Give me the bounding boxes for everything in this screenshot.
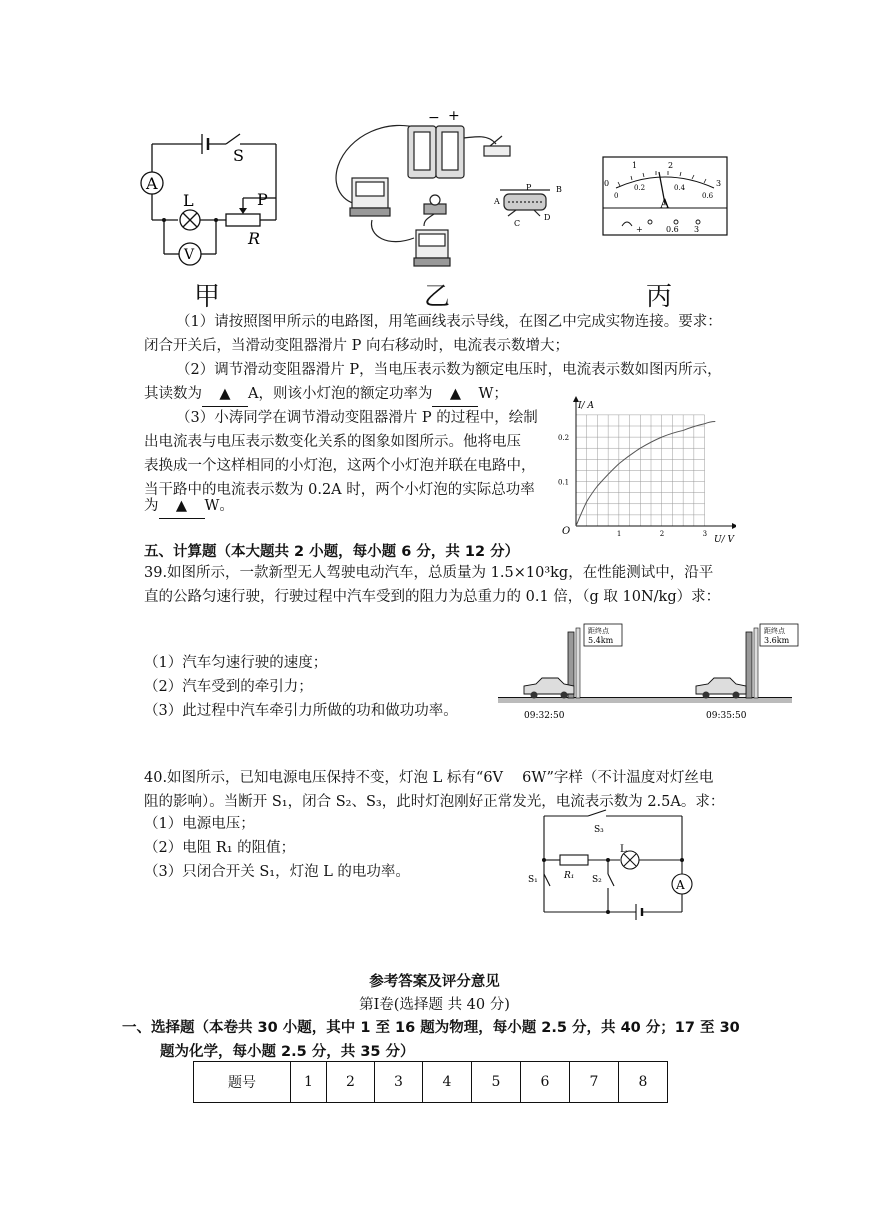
bing-scale-06: 0.6 [702,192,714,200]
bing-terminal-plus: + [636,225,643,234]
q40-r1-label: R₁ [564,871,575,881]
table-cell: 5 [472,1062,521,1103]
yi-rheostat-a: A [494,197,500,206]
q38-p2-line2 [144,382,508,407]
answer-title: 参考答案及评分意见 [369,974,500,990]
answer-subtitle: 第Ⅰ卷(选择题 共 40 分) [359,997,510,1013]
x-tick-label: 1 [616,530,622,538]
y-tick-label: 0.1 [558,478,570,487]
bing-scale-02: 0.2 [634,184,646,192]
chart-ylabel: I/ A [578,401,594,411]
figure-jia-circuit [136,128,286,273]
chart-ticks [558,434,707,538]
chart-grid [576,415,705,526]
q38-p3-line4: 当干路中的电流表示数为 0.2A 时，两个小灯泡的实际总功率 [144,482,535,498]
figure-yi-apparatus [328,106,578,276]
q38-blank-power[interactable]: ▲ [432,382,478,407]
table-cell: 6 [521,1062,570,1103]
q38-p2-b: A，则该小灯泡的额定功率为 [248,386,433,402]
table-cell: 2 [327,1062,375,1103]
yi-rheostat-b: B [556,185,562,194]
x-tick-label: 2 [659,530,665,538]
section5-heading: 五、计算题（本大题共 2 小题，每小题 6 分，共 12 分） [144,544,520,560]
q40-l-label: L [620,844,627,855]
x-axis-arrow [732,523,736,529]
jia-l-label: L [183,191,194,210]
figure-bing-ammeter [602,156,728,236]
bing-scale-3: 3 [716,179,722,188]
table-cell: 3 [375,1062,423,1103]
q40-item-2: （2）电阻 R₁ 的阻值； [144,840,296,856]
bing-scale-2: 2 [668,161,674,170]
q40-ammeter-label: A [676,878,685,892]
q38-blank-current[interactable]: ▲ [202,382,248,407]
bing-terminal-3: 3 [694,225,700,234]
time-1: 09:32:50 [524,711,565,721]
table-row [194,1062,668,1103]
q38-p1-line2: 闭合开关后，当滑动变阻器滑片 P 向右移动时，电流表示数增大； [144,338,569,354]
yi-battery-plus: + [448,108,460,124]
time-2: 09:35:50 [706,711,747,721]
jia-r-label: R [248,229,261,248]
chart-xlabel: U/ V [714,535,734,544]
q38-p2-line1: （2）调节滑动变阻器滑片 P，当电压表示数为额定电压时，电流表示数如图丙所示， [176,362,722,378]
bing-scale-04: 0.4 [674,184,686,192]
yi-rheostat-d: D [544,213,551,222]
q38-p3-line1: （3）小涛同学在调节滑动变阻器滑片 P 的过程中，绘制 [176,410,538,426]
q38-p3-line3: 表换成一个这样相同的小灯泡，这两个小灯泡并联在电路中， [144,458,536,474]
yi-battery-minus: − [428,110,440,126]
table-cell: 8 [619,1062,668,1103]
x-tick-label: 3 [702,530,708,538]
q40-s3-label: S₃ [594,825,604,835]
q39-line1: 39.如图所示，一款新型无人驾驶电动汽车，总质量为 1.5×10³kg，在性能测试中，沿平 [144,565,714,581]
q39-road-figure [492,618,802,726]
bing-scale-0: 0 [604,179,610,188]
y-tick-label: 0.2 [558,434,570,443]
q39-line2: 直的公路匀速行驶，行驶过程中汽车受到的阻力为总重力的 0.1 倍，（g 取 10N/kg）求： [144,589,721,605]
bing-unit: A [660,197,670,212]
q40-circuit [524,808,700,920]
sign1-distance: 5.4km [588,636,614,645]
jia-voltmeter-label: V [184,247,195,263]
bing-scale-1: 1 [632,161,638,170]
q38-p2-c: W； [478,386,508,402]
iu-chart [556,394,736,544]
q38-p3-line5 [144,494,234,519]
q39-item-2: （2）汽车受到的牵引力； [144,679,313,695]
q40-line1: 40.如图所示，已知电源电压保持不变，灯泡 L 标有“6V 6W”字样（不计温度对灯丝电 [144,770,714,786]
figure-label-jia: 甲 [194,282,221,312]
jia-p-label: P [257,190,268,209]
q38-p3-end-a: 为 [144,498,159,514]
answer-sec1-line2: 题为化学，每小题 2.5 分，共 35 分） [160,1044,415,1060]
yi-rheostat-c: C [514,219,521,228]
jia-s-label: S [233,146,244,165]
answer-sec1-line1: 一、选择题（本卷共 30 小题，其中 1 至 16 题为物理，每小题 2.5 分，共 40 分；17 至 30 [122,1020,740,1036]
q38-p1-line1: （1）请按照图甲所示的电路图，用笔画线表示导线，在图乙中完成实物连接。要求： [176,314,722,330]
sign2-title: 距终点 [764,627,785,635]
q39-item-3: （3）此过程中汽车牵引力所做的功和做功功率。 [144,703,458,719]
yi-rheostat-p: P [526,183,532,192]
figure-label-yi: 乙 [424,282,451,312]
jia-ammeter-label: A [146,174,158,193]
table-cell: 4 [423,1062,472,1103]
table-cell: 7 [570,1062,619,1103]
q40-s1-label: S₁ [528,875,538,885]
sign2-distance: 3.6km [764,636,790,645]
q40-item-1: （1）电源电压； [144,816,255,832]
q38-p3-end-b: W。 [204,498,234,514]
answer-table [193,1061,668,1103]
q40-line2: 阻的影响）。当断开 S₁，闭合 S₂、S₃，此时灯泡刚好正常发光，电流表示数为 2.5A。求： [144,794,725,810]
chart-origin: O [562,526,571,537]
q40-s2-label: S₂ [592,875,602,885]
table-cell-header: 题号 [194,1062,291,1103]
bing-scale-00: 0 [614,192,619,200]
bing-terminal-06: 0.6 [666,225,679,234]
q38-p3-line2: 出电流表与电压表示数变化关系的图象如图所示。他将电压 [144,434,521,450]
figure-label-bing: 丙 [646,282,673,312]
q40-item-3: （3）只闭合开关 S₁，灯泡 L 的电功率。 [144,864,410,880]
table-cell: 1 [291,1062,327,1103]
q39-item-1: （1）汽车匀速行驶的速度； [144,655,328,671]
sign1-title: 距终点 [588,627,609,635]
q38-p2-a: 其读数为 [144,386,202,402]
q38-blank-total-power[interactable]: ▲ [159,494,205,519]
